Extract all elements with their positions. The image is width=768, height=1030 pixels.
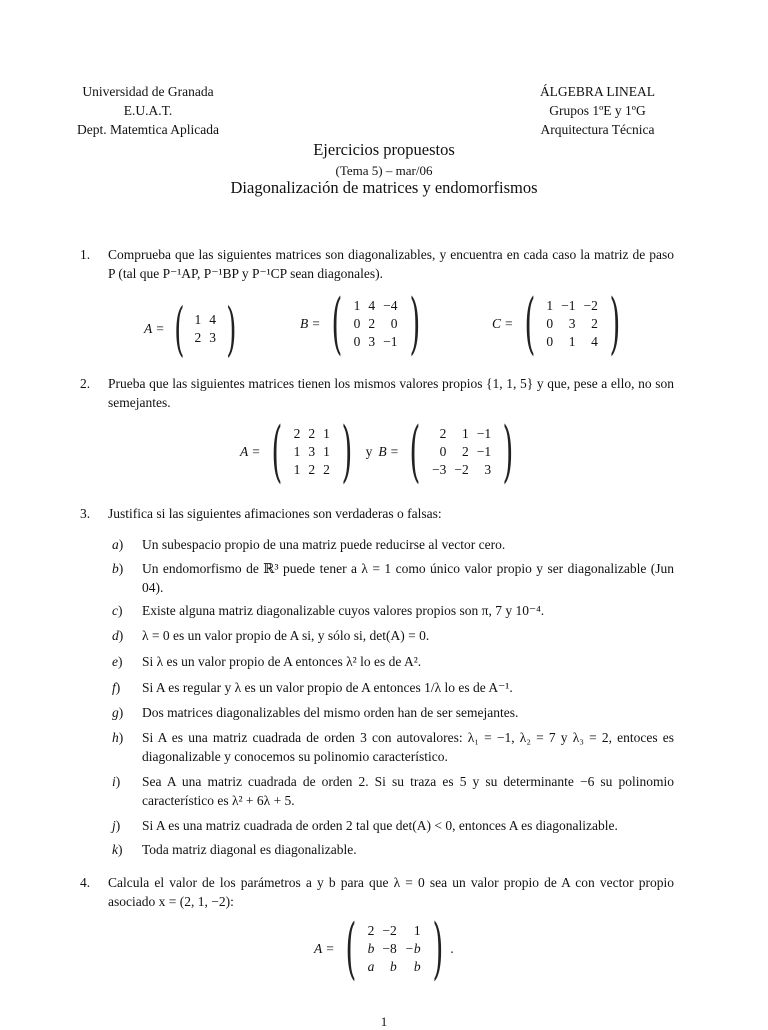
item-text: λ = 0 es un valor propio de A si, y sólo si, det(A) = 0. xyxy=(142,628,430,643)
cell: 1 xyxy=(293,444,301,459)
cell: −2 xyxy=(454,462,469,477)
item-text: Existe alguna matriz diagonalizable cuyos valores propios son π, 7 y 10⁻⁴. xyxy=(142,603,545,618)
cell: 1 xyxy=(194,312,202,327)
cell: 2 xyxy=(308,462,316,477)
exercise-1 xyxy=(80,245,674,283)
item-label: h) xyxy=(112,730,124,745)
item-text: Dos matrices diagonalizables del mismo orden han de ser semejantes. xyxy=(142,705,519,720)
item-text: Si A es una matriz cuadrada de orden 3 con autovalores: λ₁ = −1, λ₂ = 7 y λ₃ = 2, entoces es diagonalizable y conocemos su polinomio característico. xyxy=(142,730,674,764)
matrix-name: B xyxy=(300,316,309,331)
cell: 2 xyxy=(293,426,301,441)
cell: 2 xyxy=(462,444,469,459)
item-label: d) xyxy=(112,628,124,643)
department-name: Dept. Matemtica Aplicada xyxy=(76,122,220,137)
trailing-period: . xyxy=(450,941,454,956)
right-paren: ) xyxy=(408,285,420,362)
item-text: Sea A una matriz cuadrada de orden 2. Si su traza es 5 y su determinante −6 su polinomio característico es λ² + 6λ + 5. xyxy=(142,774,674,808)
cell: 1 xyxy=(413,923,421,938)
right-paren: ) xyxy=(432,910,443,987)
cell: 0 xyxy=(390,316,398,331)
item-text: Un subespacio propio de una matriz puede reducirse al vector cero. xyxy=(142,537,506,552)
cell: 1 xyxy=(546,298,554,313)
cell: 3 xyxy=(368,334,376,349)
matrix-name: B xyxy=(378,444,387,459)
item-label: c) xyxy=(112,603,123,618)
item-label: e) xyxy=(112,654,123,669)
matrix-C-ex1 xyxy=(492,285,628,362)
matrix-A-ex1 xyxy=(144,295,243,363)
cell: 1 xyxy=(462,426,469,441)
statement-item xyxy=(108,772,674,810)
item-text: Si A es regular y λ es un valor propio de A entonces 1/λ lo es de A⁻¹. xyxy=(142,680,513,695)
exercise-number: 2. xyxy=(80,376,91,391)
page-number: 1 xyxy=(380,1014,388,1029)
statement-item xyxy=(108,535,674,554)
groups: Grupos 1ºE y 1ºG xyxy=(549,103,646,118)
cell: b xyxy=(413,959,421,974)
cell: 0 xyxy=(546,334,554,349)
item-text: Un endomorfismo de ℝ³ puede tener a λ = 1 como único valor propio y ser diagonalizable (Jun 04). xyxy=(142,561,674,595)
cell: −8 xyxy=(382,941,397,956)
cell: −b xyxy=(404,941,421,956)
cell: 2 xyxy=(323,462,330,477)
cell: 2 xyxy=(591,316,598,331)
matrix-entries xyxy=(542,297,602,351)
item-label: g) xyxy=(112,705,124,720)
matrix-name: A xyxy=(314,941,323,956)
cell: 3 xyxy=(568,316,576,331)
equals-sign: = xyxy=(390,444,399,459)
header-right xyxy=(515,82,680,139)
right-paren: ) xyxy=(502,413,514,490)
statement-item xyxy=(108,601,674,620)
matrix-entries xyxy=(350,297,402,351)
cell: 3 xyxy=(209,330,217,345)
connector-text: y xyxy=(365,444,373,459)
statement-item xyxy=(108,816,674,835)
equals-sign: = xyxy=(252,444,260,459)
exercise-number: 3. xyxy=(80,506,91,521)
cell: 1 xyxy=(323,426,330,441)
right-paren: ) xyxy=(341,413,353,490)
cell: 2 xyxy=(439,426,447,441)
left-paren: ( xyxy=(409,413,421,490)
equals-sign: = xyxy=(505,316,513,331)
exercise-number: 4. xyxy=(80,875,91,890)
equals-sign: = xyxy=(326,941,334,956)
cell: a xyxy=(367,959,375,974)
matrix-entries xyxy=(364,922,425,976)
cell: 0 xyxy=(353,316,361,331)
statement-item xyxy=(108,678,674,697)
exercise-text: Prueba que las siguientes matrices tienen los mismos valores propios {1, 1, 5} y que, pese a ello, no son semejantes. xyxy=(108,376,674,410)
exercise-text: Comprueba que las siguientes matrices son diagonalizables, y encuentra en cada caso la matriz de paso P (tal que P⁻¹AP, P⁻¹BP y P⁻¹CP sean diagonales). xyxy=(108,247,674,281)
cell: 2 xyxy=(194,330,202,345)
equals-sign: = xyxy=(312,316,320,331)
exercise-text: Calcula el valor de los parámetros a y b para que λ = 0 sea un valor propio de A con vector propio asociado x = (2, 1, −2): xyxy=(108,875,674,909)
item-label: f) xyxy=(112,680,121,695)
cell: 1 xyxy=(353,298,361,313)
page-subtitle: (Tema 5) – mar/06 xyxy=(335,163,433,178)
header-left xyxy=(68,82,228,139)
right-paren: ) xyxy=(609,285,621,362)
matrix-B-ex1 xyxy=(300,285,427,362)
cell: 2 xyxy=(367,923,375,938)
degree: Arquitectura Técnica xyxy=(540,122,655,137)
cell: 2 xyxy=(368,316,376,331)
left-paren: ( xyxy=(331,285,343,362)
matrix-entries xyxy=(428,425,495,479)
cell: 4 xyxy=(209,312,217,327)
cell: 2 xyxy=(308,426,316,441)
statement-item xyxy=(108,652,674,671)
statement-item xyxy=(108,559,674,597)
cell: 3 xyxy=(484,462,492,477)
matrix-entries xyxy=(290,425,334,479)
item-label: b) xyxy=(112,561,124,576)
cell: 4 xyxy=(368,298,376,313)
matrix-name: A xyxy=(240,444,249,459)
left-paren: ( xyxy=(271,413,283,490)
statement-item xyxy=(108,626,674,645)
exercise-4 xyxy=(80,873,674,911)
cell: 0 xyxy=(353,334,361,349)
statement-item xyxy=(108,703,674,722)
cell: 1 xyxy=(323,444,330,459)
matrix-A-ex4 xyxy=(314,910,454,987)
item-label: i) xyxy=(112,774,121,789)
cell: 0 xyxy=(546,316,554,331)
cell: −4 xyxy=(383,298,398,313)
right-paren: ) xyxy=(226,295,237,363)
cell: 0 xyxy=(439,444,447,459)
item-text: Si λ es un valor propio de A entonces λ² lo es de A². xyxy=(142,654,422,669)
item-label: k) xyxy=(112,842,123,857)
school-name: E.U.A.T. xyxy=(123,103,173,118)
left-paren: ( xyxy=(345,910,357,987)
cell: −2 xyxy=(583,298,598,313)
cell: −1 xyxy=(383,334,398,349)
cell: −1 xyxy=(561,298,576,313)
exercise-number: 1. xyxy=(80,247,91,262)
cell: 1 xyxy=(293,462,301,477)
exercise-2 xyxy=(80,374,674,412)
cell: −2 xyxy=(382,923,397,938)
item-text: Si A es una matriz cuadrada de orden 2 tal que det(A) < 0, entonces A es diagonalizable. xyxy=(142,818,618,833)
cell: 4 xyxy=(591,334,598,349)
cell: −3 xyxy=(432,462,447,477)
item-text: Toda matriz diagonal es diagonalizable. xyxy=(142,842,357,857)
item-label: a) xyxy=(112,537,124,552)
page-topic: Diagonalización de matrices y endomorfismos xyxy=(230,178,538,197)
left-paren: ( xyxy=(524,285,535,362)
statement-item xyxy=(108,728,674,766)
cell: b xyxy=(390,959,397,974)
item-label: j) xyxy=(112,818,121,833)
cell: −1 xyxy=(476,444,492,459)
left-paren: ( xyxy=(174,295,185,363)
course-name: ÁLGEBRA LINEAL xyxy=(539,84,656,99)
statement-item xyxy=(108,840,674,859)
cell: −1 xyxy=(476,426,492,441)
matrix-A-ex2 xyxy=(240,413,521,490)
cell: b xyxy=(367,941,375,956)
exercise-text: Justifica si las siguientes afimaciones son verdaderas o falsas: xyxy=(108,506,442,521)
cell: 1 xyxy=(568,334,576,349)
university-name: Universidad de Granada xyxy=(82,84,214,99)
exercise-3 xyxy=(80,504,674,523)
equals-sign: = xyxy=(156,321,164,336)
page-title: Ejercicios propuestos xyxy=(313,140,455,159)
matrix-name: A xyxy=(144,321,153,336)
matrix-name: C xyxy=(492,316,502,331)
cell: 3 xyxy=(308,444,316,459)
matrix-entries xyxy=(191,311,221,347)
